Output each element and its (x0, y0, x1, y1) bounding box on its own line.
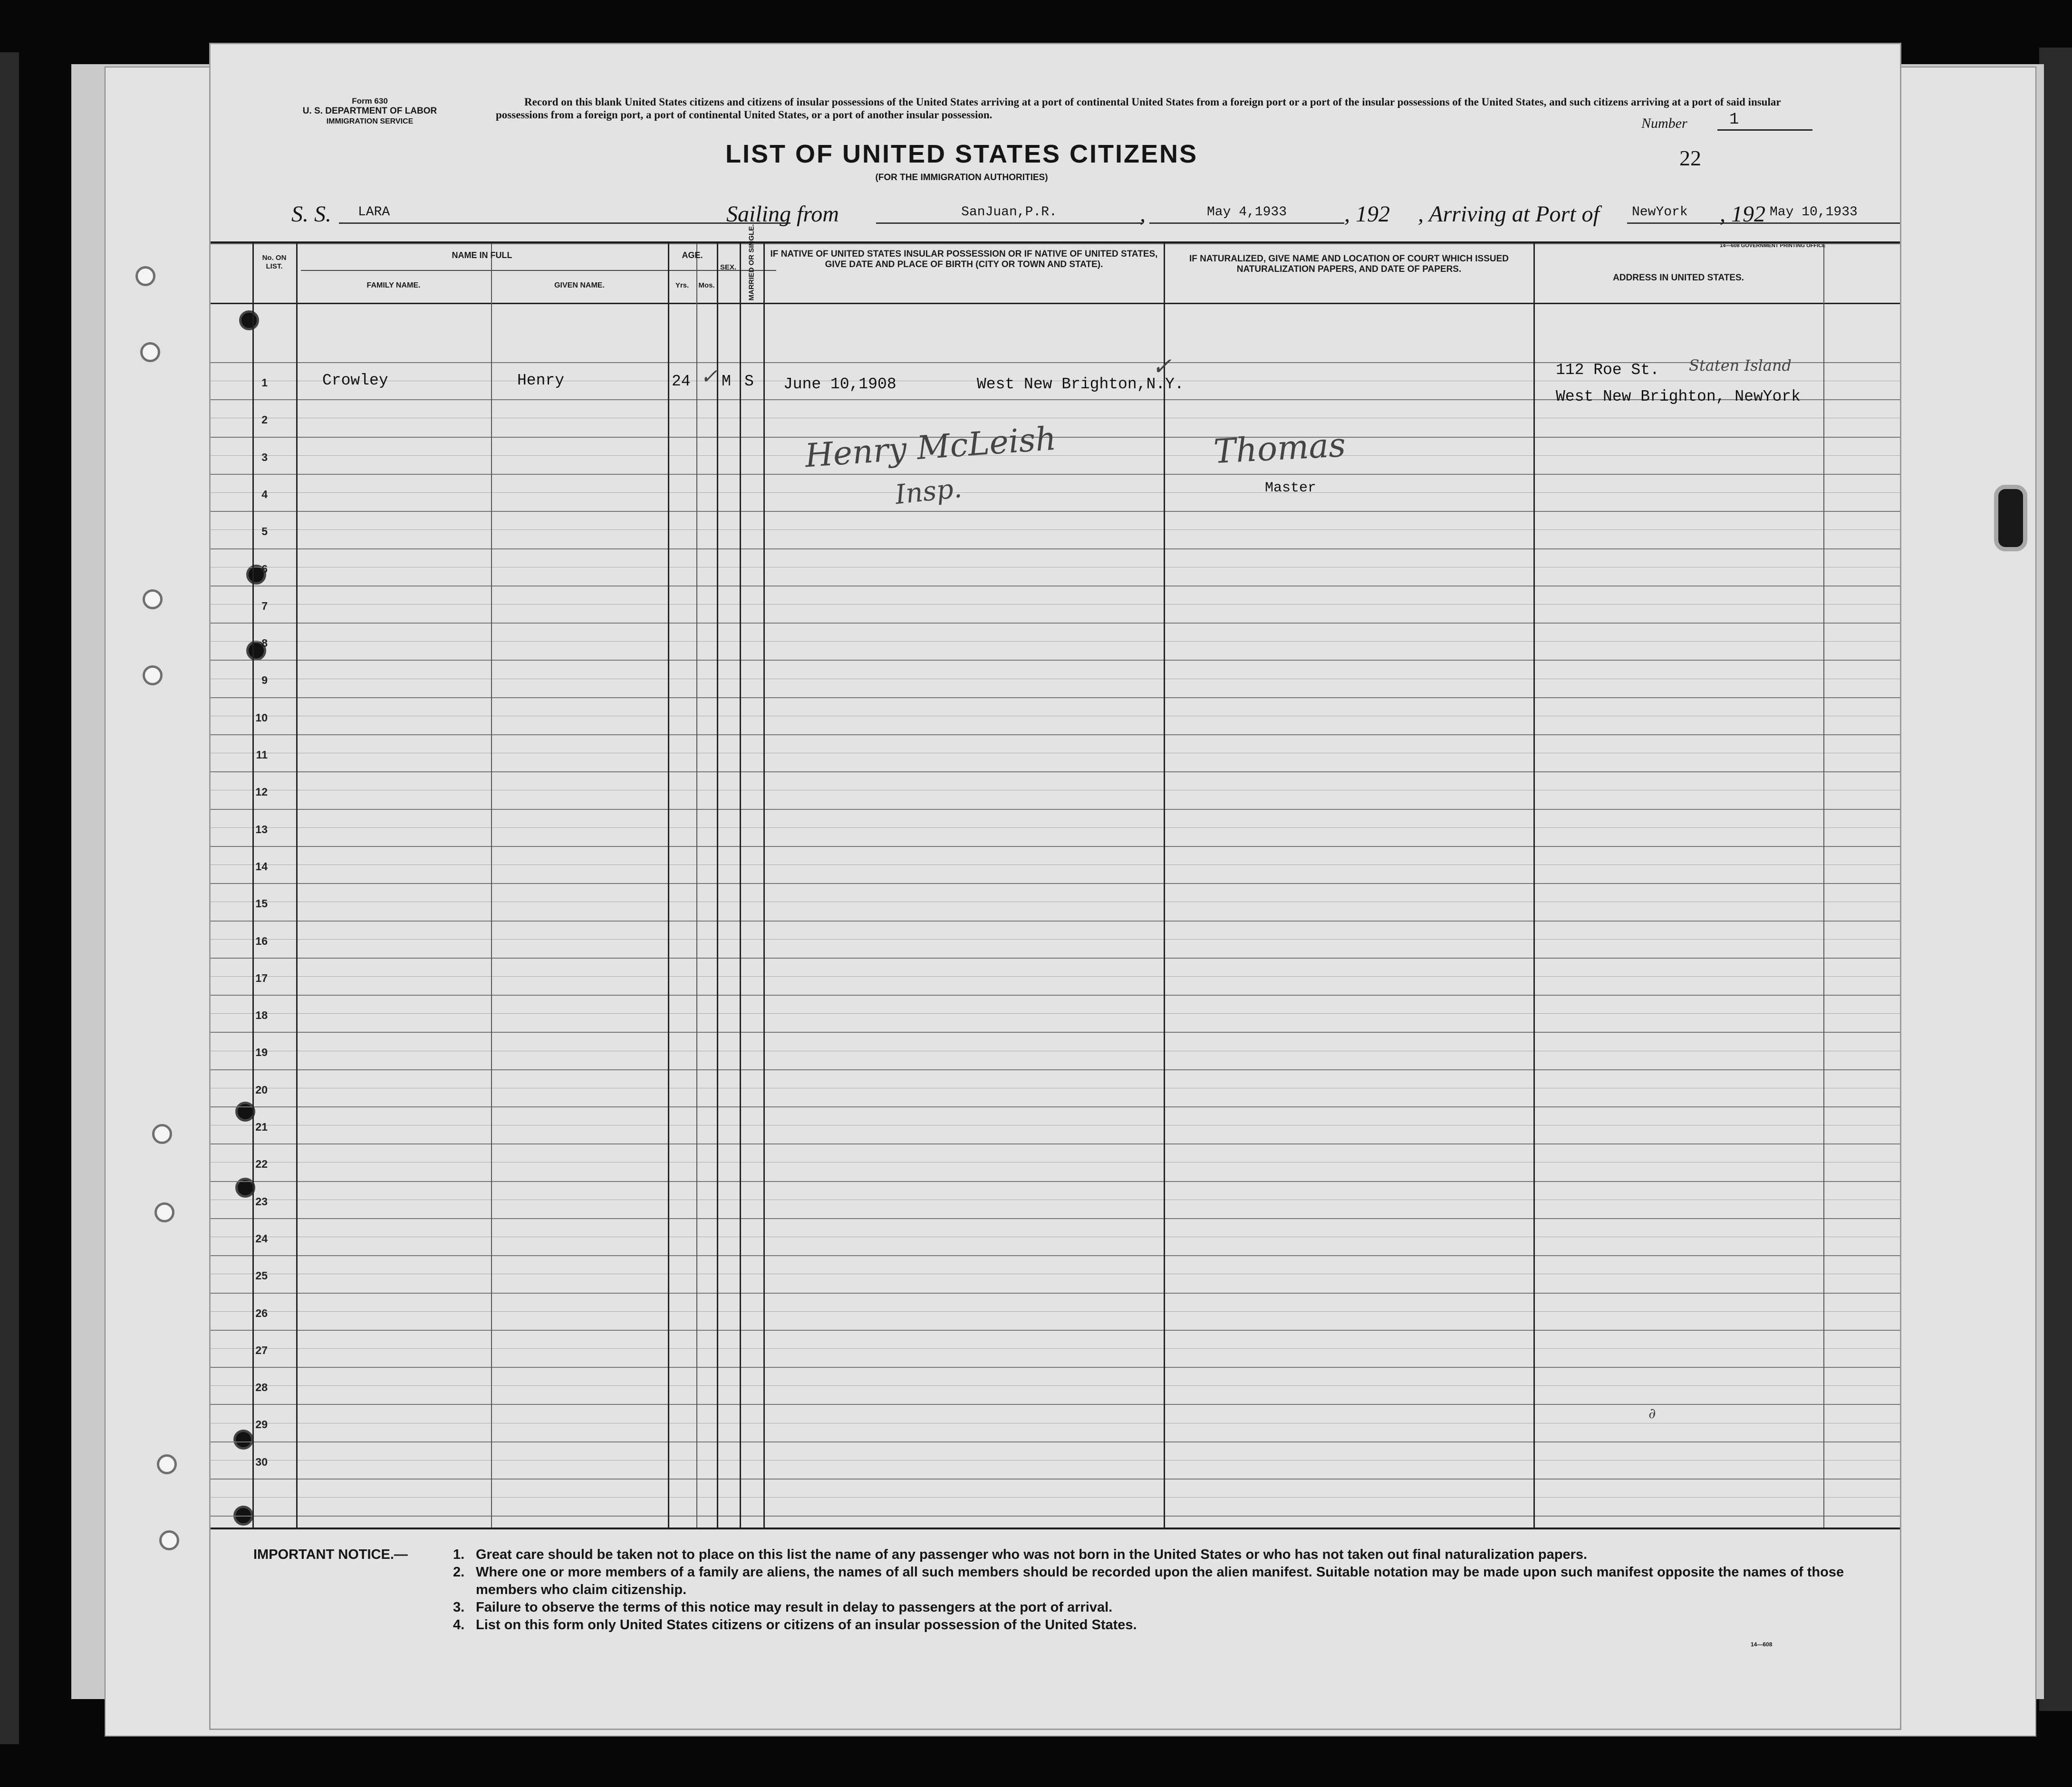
binder-hole-icon (154, 1202, 174, 1222)
row-number: 18 (255, 1009, 268, 1022)
given-name-cell: Henry (517, 372, 565, 389)
row-subrule (211, 1162, 1901, 1163)
ss-label: S. S. (291, 202, 331, 227)
row-number: 6 (261, 562, 268, 575)
voyage-line (211, 201, 1901, 234)
row-number: 12 (255, 786, 268, 798)
header-yrs: Yrs. (675, 281, 689, 289)
row-rule (211, 1479, 1901, 1480)
row-rule (211, 1293, 1901, 1294)
mos-column-divider (696, 243, 697, 1528)
row-number: 21 (255, 1121, 268, 1133)
row-subrule (211, 939, 1901, 940)
given-column-divider (491, 243, 492, 1528)
form-footer-code: 14—608 (1751, 1641, 1773, 1648)
row-subrule (211, 1385, 1901, 1386)
row-rule (211, 1106, 1901, 1107)
header-sex: SEX. (720, 263, 737, 271)
row-rule (211, 1143, 1901, 1144)
name-header-rule (301, 270, 776, 271)
row-rule (211, 511, 1901, 512)
address-line-2-cell: West New Brighton, NewYork (1556, 388, 1801, 405)
family-column-divider (296, 243, 298, 1528)
header-name-in-full: NAME IN FULL (452, 250, 512, 260)
row-rule (211, 660, 1901, 661)
binder-hole-icon (143, 665, 163, 685)
binder-ring-icon (1994, 485, 2027, 551)
row-rule (211, 1367, 1901, 1368)
header-age: AGE. (682, 250, 703, 260)
year-suffix-1: , 192 (1344, 202, 1390, 227)
row-number: 15 (255, 897, 268, 910)
arrival-date: May 10,1933 (1770, 205, 1858, 220)
row-number: 25 (255, 1269, 268, 1282)
row-rule (211, 1032, 1901, 1033)
no-column-divider (252, 243, 254, 1528)
row-number: 4 (261, 488, 268, 500)
ship-name: LARA (339, 205, 790, 224)
notice-items (453, 1546, 1879, 1634)
address-column-divider (1533, 243, 1535, 1528)
year-suffix-2: , 192 (1720, 202, 1765, 227)
binder-hole-icon (135, 266, 155, 286)
arrival-port: NewYork (1632, 205, 1688, 220)
family-name-cell: Crowley (322, 372, 388, 389)
row-number: 2 (261, 413, 268, 426)
notice-item (453, 1564, 1879, 1599)
row-number: 28 (255, 1381, 268, 1394)
row-number: 24 (255, 1232, 268, 1245)
row-rule (211, 1441, 1901, 1442)
arriving-label: , Arriving at Port of (1418, 202, 1600, 227)
inspector-signature: Henry McLeish (803, 420, 1058, 475)
address-line-1-cell: 112 Roe St. (1556, 361, 1659, 379)
address-handwritten-note: Staten Island (1689, 356, 1792, 375)
row-subrule (211, 1348, 1901, 1349)
row-number: 26 (255, 1307, 268, 1319)
row-number: 27 (255, 1344, 268, 1356)
header-top-rule (211, 243, 1901, 244)
left-edge-strip (0, 52, 19, 1744)
record-instructions: Record on this blank United States citizens and citizens of insular possessions of the United States arriving at a port of continental United States from a foreign port or a port of the insular possessions of the United States, and such citizens arriving at a port of said insular possessions from a foreign port, a port of continental United States, or a port of another insular possession. (496, 96, 1781, 121)
form-identifier (258, 96, 482, 126)
printing-office-note: 14—608 GOVERNMENT PRINTING OFFICE (1720, 243, 1826, 249)
binder-hole-icon (143, 589, 163, 609)
row-rule (211, 1516, 1901, 1517)
header-mos: Mos. (698, 281, 715, 289)
address-end-divider (1823, 243, 1824, 1528)
row-rule (211, 883, 1901, 884)
row-rule (211, 1330, 1901, 1331)
department-name: U. S. DEPARTMENT OF LABOR (302, 106, 437, 116)
age-column-divider (668, 243, 669, 1528)
row-number: 23 (255, 1195, 268, 1208)
date-separator: , (1140, 202, 1146, 227)
birth-place-cell: West New Brighton,N.Y. (977, 375, 1184, 393)
row-number: 30 (255, 1455, 268, 1468)
page-subtitle: (FOR THE IMMIGRATION AUTHORITIES) (875, 173, 1048, 183)
row-rule (211, 474, 1901, 475)
row-number: 13 (255, 823, 268, 836)
row-rule (211, 771, 1901, 772)
row-subrule (211, 976, 1901, 977)
header-bottom-rule (211, 303, 1901, 304)
native-column-divider (763, 243, 765, 1528)
binder-hole-icon (140, 342, 160, 362)
row-rule (211, 548, 1901, 549)
page-number: 22 (1679, 146, 1701, 170)
page-title: LIST OF UNITED STATES CITIZENS (725, 140, 1198, 168)
departure-date: May 4,1933 (1149, 205, 1344, 224)
age-years-cell: 24 (672, 373, 691, 390)
age-check-mark: ✓ (700, 365, 718, 389)
passenger-table (211, 224, 1901, 1529)
row-subrule (211, 827, 1901, 828)
row-number: 9 (261, 674, 268, 687)
notice-item-text: List on this form only United States citizens or citizens of an insular possession of the United States. (476, 1617, 1137, 1633)
row-rule (211, 1069, 1901, 1070)
naturalized-column-divider (1164, 243, 1165, 1528)
notice-title: IMPORTANT NOTICE.— (253, 1547, 408, 1562)
notice-item (453, 1599, 1879, 1616)
header-address: ADDRESS IN UNITED STATES. (1613, 273, 1744, 283)
stray-mark: ∂ (1648, 1405, 1656, 1422)
row-number: 8 (261, 637, 268, 650)
row-subrule (211, 529, 1901, 530)
row-number: 29 (255, 1418, 268, 1431)
notice-item-number: 3. (453, 1600, 465, 1615)
row-number: 22 (255, 1158, 268, 1171)
row-number: 11 (256, 749, 268, 761)
row-rule (211, 809, 1901, 810)
header-family-name: FAMILY NAME. (366, 281, 421, 289)
married-column-divider (740, 243, 741, 1528)
notice-item-text: Failure to observe the terms of this notice may result in delay to passengers at the port of arrival. (476, 1600, 1113, 1615)
notice-item-text: Where one or more members of a family are aliens, the names of all such members should be recorded upon the alien manifest. Suitable notation may be made upon such manifest opposite the names of those members who claim citizenship. (476, 1565, 1844, 1597)
row-number: 16 (255, 934, 268, 947)
notice-item-number: 4. (453, 1617, 465, 1633)
row-rule (211, 623, 1901, 624)
row-number: 5 (261, 525, 268, 538)
row-number: 19 (255, 1046, 268, 1059)
sex-cell: M (722, 373, 731, 390)
binder-hole-icon (157, 1454, 177, 1474)
header-native-birth: IF NATIVE OF UNITED STATES INSULAR POSSESSION OR IF NATIVE OF UNITED STATES, GIVE DATE AND PLACE OF BIRTH (CITY OR TOWN AND STATE). (770, 249, 1158, 269)
master-label: Master (1265, 480, 1317, 496)
manifest-sheet (209, 43, 1901, 1730)
inspector-title-signature: Insp. (893, 472, 964, 511)
row-number: 7 (261, 599, 268, 612)
row-number: 1 (261, 376, 268, 389)
row-number: 20 (255, 1083, 268, 1096)
row-rule (211, 921, 1901, 922)
marital-status-cell: S (744, 373, 754, 390)
header-married-single: MARRIED OR SINGLE. (747, 224, 756, 301)
row-number: 14 (255, 860, 268, 873)
row-rule (211, 1218, 1901, 1219)
row-number: 17 (255, 971, 268, 984)
service-name: IMMIGRATION SERVICE (326, 117, 414, 126)
header-naturalized: IF NATURALIZED, GIVE NAME AND LOCATION OF COURT WHICH ISSUED NATURALIZATION PAPERS, AND DATE OF PAPERS. (1189, 254, 1509, 274)
binder-hole-icon (152, 1124, 172, 1144)
sailing-from-label: Sailing from (726, 202, 839, 227)
row-rule (211, 1255, 1901, 1256)
departure-port: SanJuan,P.R. (876, 205, 1142, 224)
master-signature: Thomas (1213, 425, 1347, 471)
row-rule (211, 995, 1901, 996)
notice-item-number: 1. (453, 1547, 465, 1562)
list-number-value: 1 (1717, 111, 1812, 131)
form-number: Form 630 (352, 96, 388, 106)
row-rule (211, 846, 1901, 847)
notice-item (453, 1616, 1879, 1634)
notice-item-number: 2. (453, 1565, 465, 1580)
notice-item-text: Great care should be taken not to place on this list the name of any passenger who was not born in the United States or who has not taken out final naturalization papers. (476, 1547, 1588, 1562)
header-no: No. ON LIST. (262, 254, 287, 270)
row-subrule (211, 1497, 1901, 1498)
row-rule (211, 958, 1901, 959)
row-rule (211, 697, 1901, 698)
row-subrule (211, 1311, 1901, 1312)
notice-item (453, 1546, 1879, 1564)
birth-date-cell: June 10,1908 (783, 375, 896, 393)
row-number: 3 (261, 451, 268, 463)
row-subrule (211, 492, 1901, 493)
row-number: 10 (255, 711, 268, 724)
right-edge-strip (2039, 48, 2072, 1711)
list-number-label: Number (1641, 115, 1687, 131)
row-rule (211, 1181, 1901, 1182)
row-subrule (211, 1013, 1901, 1014)
header-given-name: GIVEN NAME. (554, 281, 605, 289)
sex-column-divider (717, 243, 718, 1528)
row-subrule (211, 641, 1901, 642)
naturalized-check-mark: ✓ (1152, 353, 1172, 380)
row-rule (211, 1404, 1901, 1405)
row-rule (211, 734, 1901, 735)
row-subrule (211, 604, 1901, 605)
binder-hole-icon (159, 1530, 179, 1550)
